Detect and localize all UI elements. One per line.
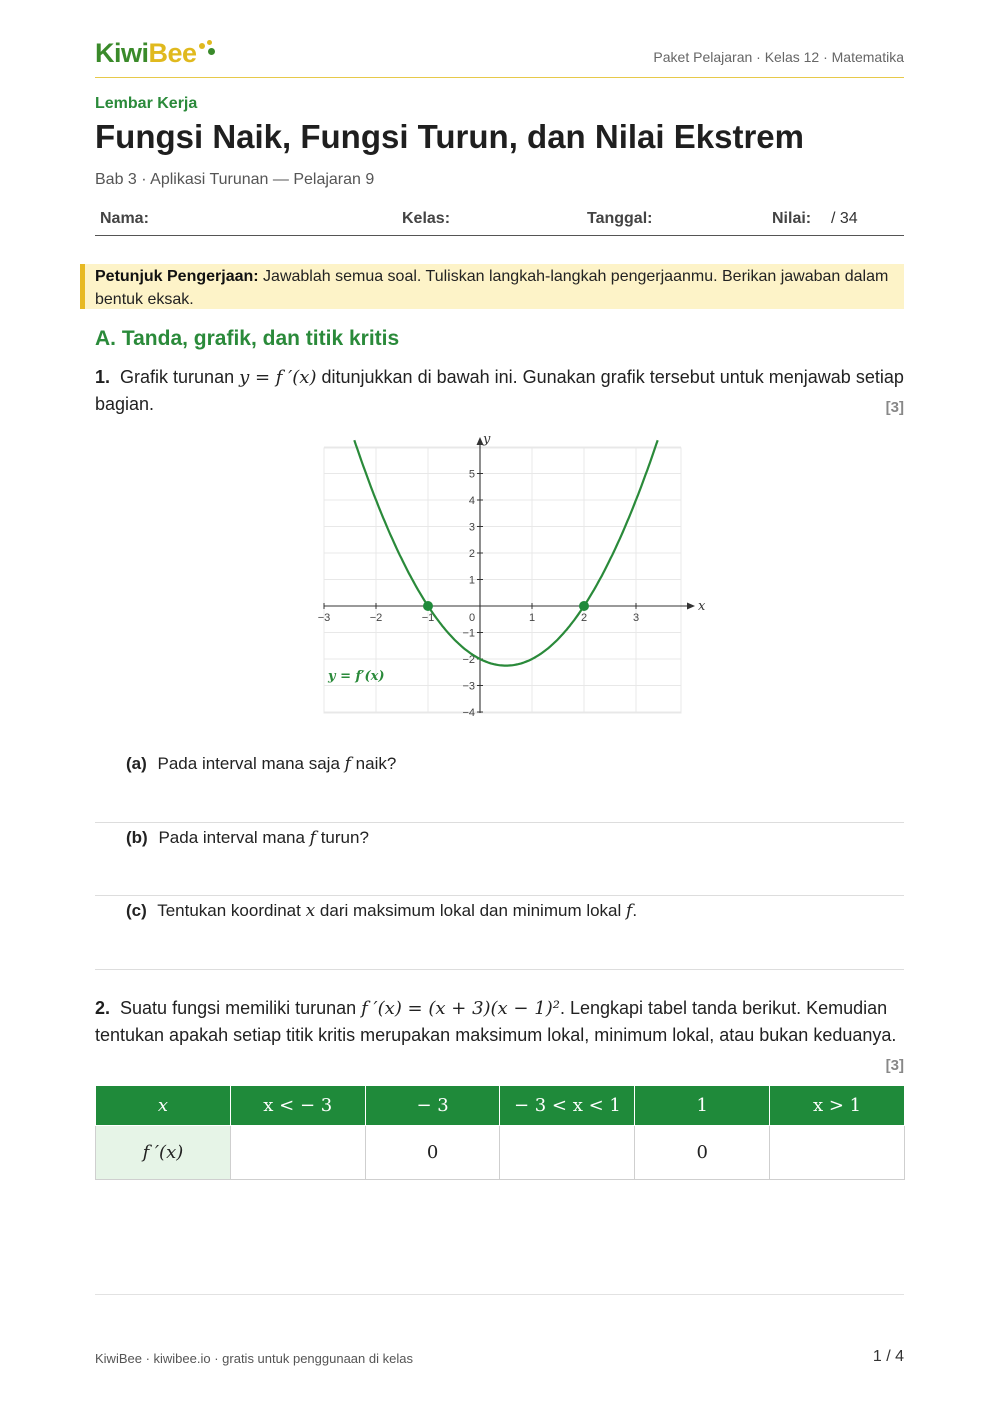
table-cell: 0: [635, 1126, 770, 1180]
logo-kiwi: Kiwi: [95, 38, 149, 68]
date-label: Tanggal:: [587, 210, 653, 227]
sign-table-header: [96, 1086, 905, 1126]
part-label: (a): [126, 754, 147, 773]
x-tick-label: −3: [317, 612, 331, 624]
question-1a: [126, 754, 396, 774]
table-answer-cell[interactable]: [230, 1126, 365, 1180]
zero-point: [423, 601, 433, 611]
question-1c: [126, 901, 637, 921]
sign-table: [95, 1085, 905, 1180]
worksheet-kicker: Lembar Kerja: [95, 95, 198, 112]
instructions-text: Jawablah semua soal. Tuliskan langkah-langkah pengerjaanmu. Berikan jawaban dalam bentuk eksak.: [95, 268, 889, 308]
part-text: naik?: [355, 754, 397, 773]
student-info-bar: [95, 200, 904, 236]
x-tick-label: 0: [468, 612, 476, 624]
table-header-cell: 1: [635, 1086, 770, 1126]
question-marks: [3]: [885, 1057, 904, 1074]
instructions-box: [80, 264, 904, 309]
question-math: f ′(x) = (x + 3)(x − 1)²: [361, 998, 560, 1019]
x-tick-label: −2: [369, 612, 383, 624]
part-math: f: [344, 754, 351, 774]
question-math: y = f ′(x): [239, 367, 317, 388]
part-label: (c): [126, 901, 147, 920]
question-number: 1.: [95, 367, 111, 387]
table-answer-cell[interactable]: [770, 1126, 905, 1180]
table-header-cell: − 3 < x < 1: [500, 1086, 635, 1126]
table-row: [96, 1126, 905, 1180]
y-tick-label: 4: [468, 495, 475, 507]
part-text: turun?: [320, 828, 369, 847]
question-2: [95, 995, 904, 1074]
question-number: 2.: [95, 998, 111, 1018]
question-text: Suatu fungsi memiliki turunan: [120, 998, 357, 1018]
page-subtitle: Bab 3 · Aplikasi Turunan — Pelajaran 9: [95, 171, 375, 188]
class-label: Kelas:: [402, 210, 451, 227]
course-info: Paket Pelajaran · Kelas 12 · Matematika: [653, 49, 904, 65]
question-marks: [3]: [885, 399, 904, 416]
part-text: .: [632, 901, 638, 920]
footer-text: KiwiBee · kiwibee.io · gratis untuk penggunaan di kelas: [95, 1351, 413, 1366]
answer-line: [95, 822, 904, 823]
question-1b: [126, 828, 369, 848]
table-row-label: f ′(x): [96, 1126, 231, 1180]
kiwibee-logo: [95, 38, 217, 69]
part-math: f: [626, 901, 633, 921]
x-tick-label: 2: [580, 612, 588, 624]
y-tick-label: 2: [468, 548, 475, 560]
question-text: ditunjukkan di bawah ini. Gunakan grafik tersebut untuk menjawab setiap bagian.: [95, 367, 904, 414]
question-1: [95, 364, 904, 418]
footer-divider: [95, 1294, 904, 1295]
y-tick-label: −1: [462, 627, 475, 640]
page-number: 1 / 4: [872, 1348, 904, 1365]
x-axis-arrow: [687, 603, 695, 610]
page-header: [95, 38, 904, 78]
table-header-cell: x > 1: [770, 1086, 905, 1126]
table-header-cell: x: [96, 1086, 231, 1126]
part-text: Tentukan koordinat: [157, 901, 301, 920]
x-axis-label: x: [698, 599, 706, 614]
y-tick-label: −4: [462, 707, 475, 719]
part-text: dari maksimum lokal dan minimum lokal: [319, 901, 622, 920]
series-label: y = f′(x): [328, 669, 385, 685]
section-a-heading: A. Tanda, grafik, dan titik kritis: [95, 327, 400, 350]
derivative-graph: [300, 430, 720, 730]
y-tick-label: −2: [462, 654, 475, 666]
y-tick-label: −3: [462, 680, 475, 693]
y-tick-label: 5: [468, 468, 475, 481]
part-math: x: [305, 901, 316, 921]
part-label: (b): [126, 828, 148, 847]
x-tick-label: 3: [632, 612, 640, 624]
logo-dots-icon: [197, 40, 217, 56]
part-text: Pada interval mana: [158, 828, 305, 847]
part-math: f: [309, 828, 316, 848]
logo-bee: Bee: [148, 38, 197, 68]
x-tick-label: −1: [421, 612, 435, 624]
table-header-cell: x < − 3: [230, 1086, 365, 1126]
page-title: Fungsi Naik, Fungsi Turun, dan Nilai Ekstrem: [95, 118, 804, 155]
question-text: . Lengkapi tabel tanda berikut. Kemudian tentukan apakah setiap titik kritis merupakan maksimum lokal, minimum lokal, atau bukan keduanya.: [95, 998, 897, 1045]
x-tick-label: 1: [528, 612, 536, 624]
y-tick-label: 1: [468, 574, 475, 587]
y-tick-label: 3: [468, 521, 475, 534]
table-answer-cell[interactable]: [500, 1126, 635, 1180]
zero-point: [579, 601, 589, 611]
score-total: / 34: [831, 210, 858, 227]
table-header-cell: − 3: [365, 1086, 500, 1126]
part-text: Pada interval mana saja: [157, 754, 340, 773]
answer-line: [95, 969, 904, 970]
y-axis-label: y: [483, 432, 491, 447]
instructions-label: Petunjuk Pengerjaan:: [95, 268, 259, 285]
score-label: Nilai:: [772, 210, 812, 227]
table-cell: 0: [365, 1126, 500, 1180]
question-text: Grafik turunan: [120, 367, 235, 387]
name-label: Nama:: [100, 210, 149, 227]
answer-line: [95, 895, 904, 896]
